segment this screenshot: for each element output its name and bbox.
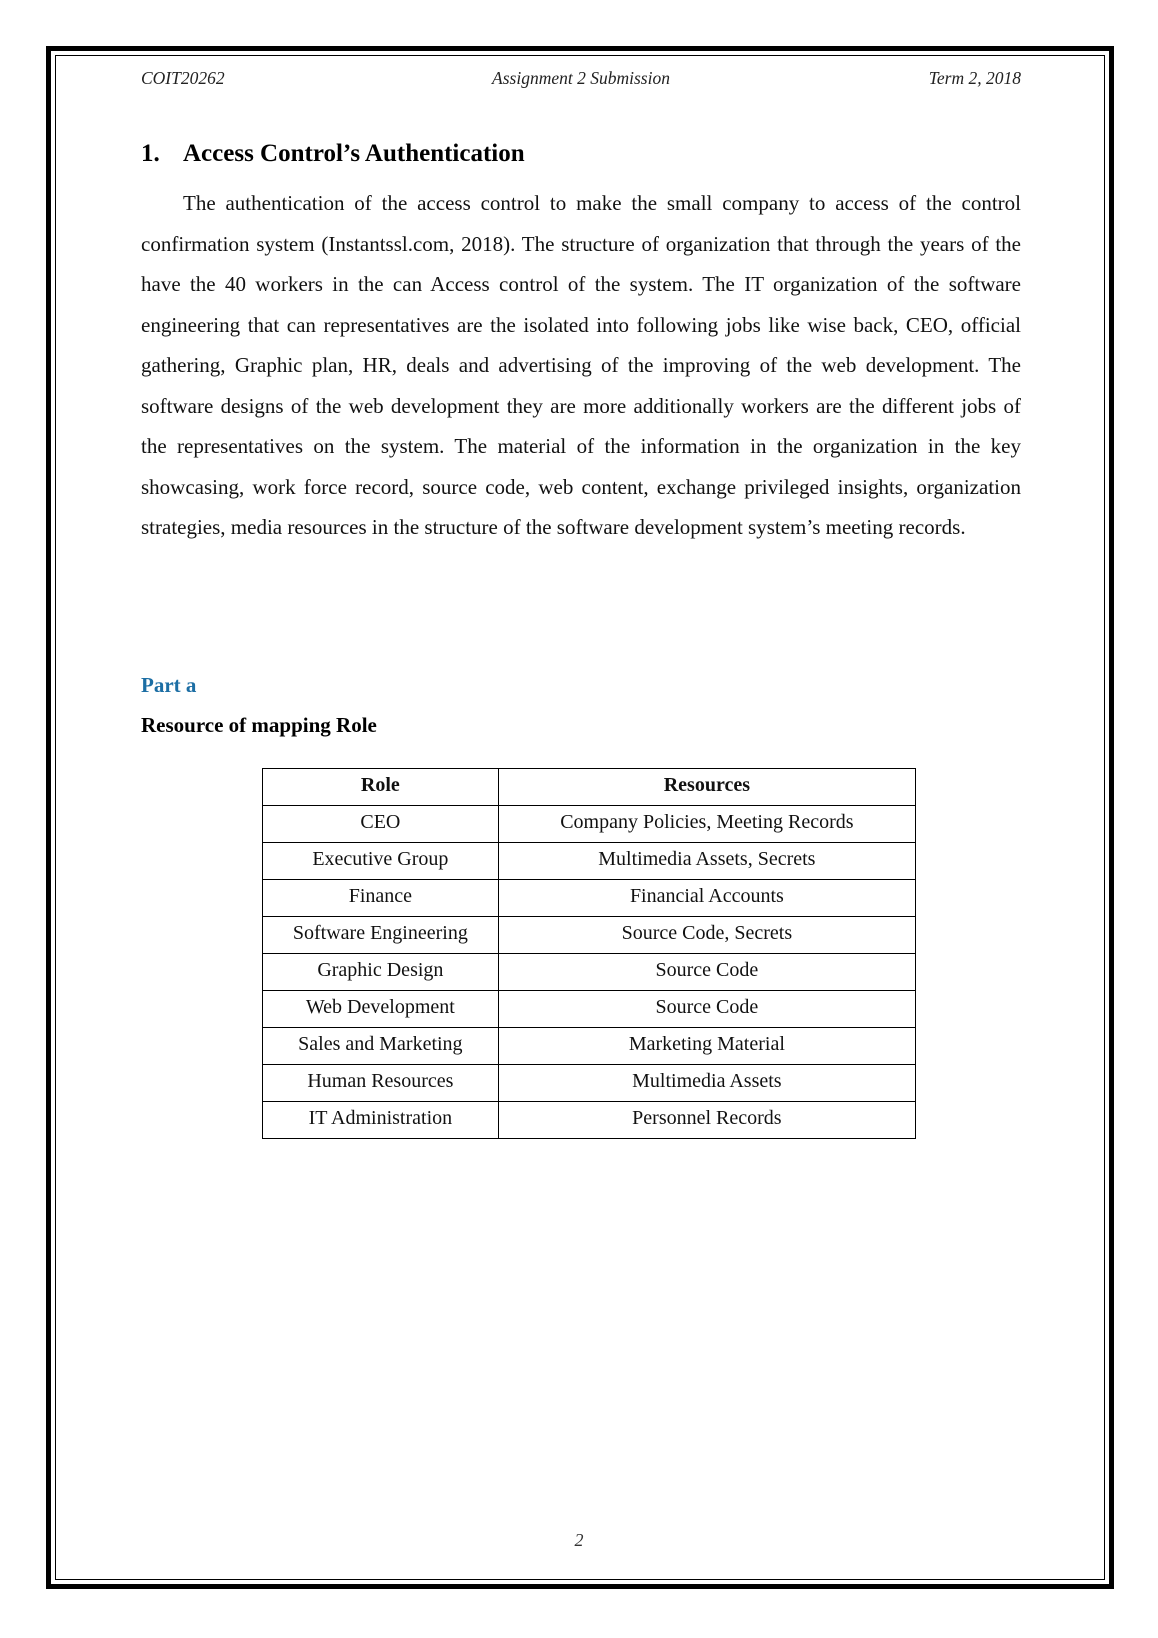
role-cell: IT Administration	[263, 1102, 499, 1139]
header-term: Term 2, 2018	[928, 68, 1021, 88]
table-row	[263, 917, 916, 954]
role-cell: Finance	[263, 880, 499, 917]
resources-cell: Company Policies, Meeting Records	[498, 806, 915, 843]
role-cell: Human Resources	[263, 1065, 499, 1102]
column-header-resources: Resources	[498, 769, 915, 806]
table-row	[263, 954, 916, 991]
role-resource-table	[262, 768, 916, 1139]
section-number: 1.	[141, 140, 160, 167]
resources-cell: Personnel Records	[498, 1102, 915, 1139]
column-header-role: Role	[263, 769, 499, 806]
table-row	[263, 1065, 916, 1102]
table-header-row	[263, 769, 916, 806]
table-row	[263, 806, 916, 843]
resources-cell: Source Code	[498, 991, 915, 1028]
table-row	[263, 1102, 916, 1139]
resources-cell: Source Code, Secrets	[498, 917, 915, 954]
header-course-code: COIT20262	[141, 68, 225, 88]
role-cell: Sales and Marketing	[263, 1028, 499, 1065]
table-row	[263, 880, 916, 917]
section-title: Access Control’s Authentication	[183, 140, 525, 167]
table-row	[263, 843, 916, 880]
part-label: Part a	[141, 673, 197, 697]
role-cell: CEO	[263, 806, 499, 843]
table-heading: Resource of mapping Role	[141, 713, 377, 737]
table-row	[263, 991, 916, 1028]
page-header	[141, 68, 1021, 92]
resources-cell: Multimedia Assets	[498, 1065, 915, 1102]
resources-cell: Multimedia Assets, Secrets	[498, 843, 915, 880]
page-number: 2	[574, 1530, 584, 1550]
table-row	[263, 1028, 916, 1065]
role-cell: Web Development	[263, 991, 499, 1028]
header-title: Assignment 2 Submission	[492, 68, 670, 88]
role-cell: Software Engineering	[263, 917, 499, 954]
section-heading	[141, 140, 525, 168]
resources-cell: Financial Accounts	[498, 880, 915, 917]
section-paragraph: The authentication of the access control to make the small company to access of the control confirmation system (Instantssl.com, 2018). The structure of organization that through the years of the have the 40 workers in the can Access control of the system. The IT organization of the software engineering that can representatives are the isolated into following jobs like wise back, CEO, official gathering, Graphic plan, HR, deals and advertising of the improving of the web development. The software designs of the web development they are more additionally workers are the different jobs of the representatives on the system. The material of the information in the organization in the key showcasing, work force record, source code, web content, exchange privileged insights, organization strategies, media resources in the structure of the software development system’s meeting records.	[141, 191, 1021, 539]
role-cell: Graphic Design	[263, 954, 499, 991]
resources-cell: Marketing Material	[498, 1028, 915, 1065]
role-cell: Executive Group	[263, 843, 499, 880]
resources-cell: Source Code	[498, 954, 915, 991]
